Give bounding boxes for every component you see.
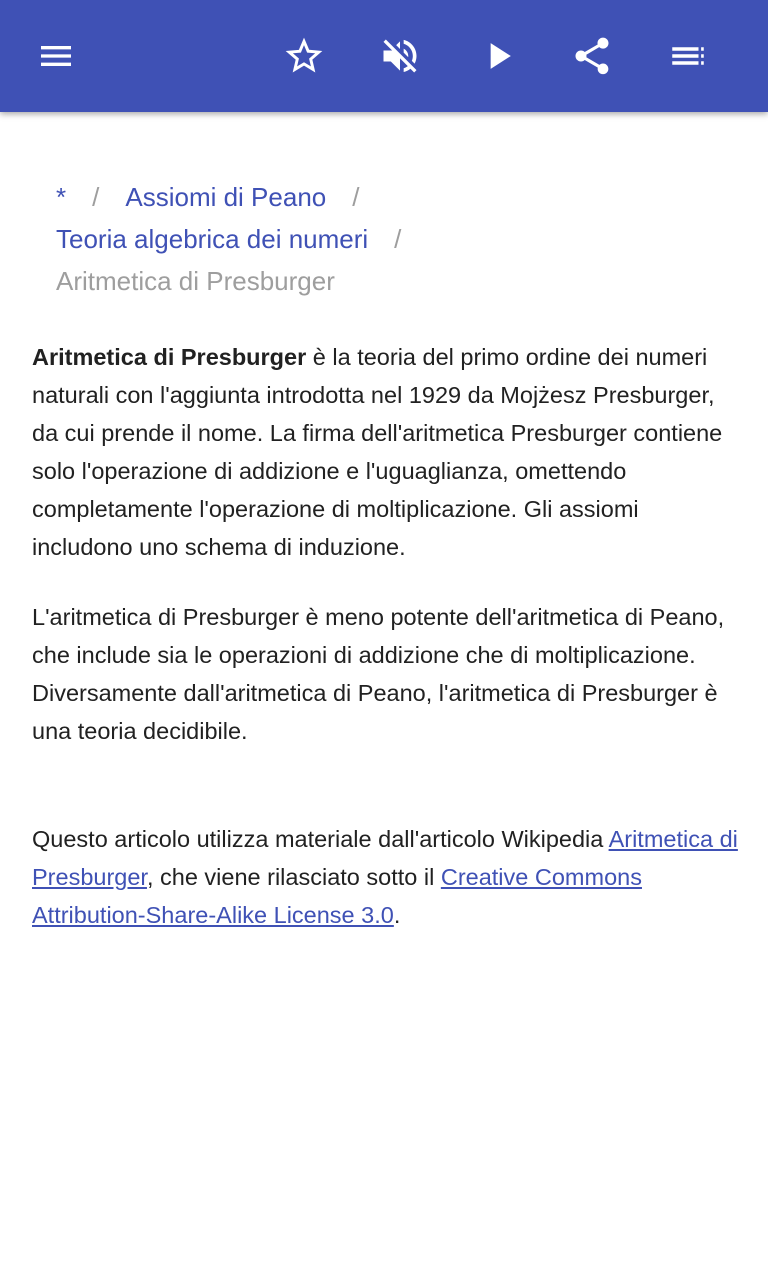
article-paragraph-comparison: L'aritmetica di Presburger è meno potente dell'aritmetica di Peano, che include sia le operazioni di addizione che di moltiplicazione. Diversamente dall'aritmetica di Peano, l'aritmetica di Presburger è una teoria decidibile. bbox=[32, 604, 725, 744]
menu-button[interactable] bbox=[28, 28, 84, 84]
volume-off-icon bbox=[378, 34, 422, 78]
breadcrumb-item-peano[interactable]: Assiomi di Peano bbox=[125, 182, 327, 212]
breadcrumb-item-root[interactable]: * bbox=[56, 182, 67, 212]
attribution-middle: , che viene rilasciato sotto il bbox=[146, 864, 441, 890]
breadcrumb-separator: / bbox=[92, 182, 100, 212]
article-body bbox=[32, 338, 738, 966]
article-paragraph-intro bbox=[32, 338, 738, 566]
play-icon bbox=[476, 34, 520, 78]
menu-icon bbox=[36, 36, 76, 76]
play-button[interactable] bbox=[470, 28, 526, 84]
breadcrumb-separator: / bbox=[394, 224, 402, 254]
wikipedia-article-link[interactable]: Aritmetica di Presburger bbox=[32, 826, 738, 890]
contents-button[interactable] bbox=[660, 28, 716, 84]
mute-button[interactable] bbox=[372, 28, 428, 84]
article-term: Aritmetica di Presburger bbox=[32, 344, 307, 370]
attribution-text bbox=[32, 820, 738, 934]
star-outline-icon bbox=[282, 34, 326, 78]
favorite-button[interactable] bbox=[276, 28, 332, 84]
share-button[interactable] bbox=[564, 28, 620, 84]
attribution-prefix: Questo articolo utilizza materiale dall'articolo Wikipedia bbox=[32, 826, 609, 852]
list-icon bbox=[667, 35, 709, 77]
article-intro-text: è la teoria del primo ordine dei numeri naturali con l'aggiunta introdotta nel 1929 da Mojżesz Presburger, da cui prende il nome. La firma dell'aritmetica Presburger contiene solo l'operazione di addizione e l'uguaglianza, omettendo completamente l'operazione di moltiplicazione. Gli assiomi includono uno schema di induzione. bbox=[32, 344, 723, 560]
breadcrumb-item-algebraic-number-theory[interactable]: Teoria algebrica dei numeri bbox=[56, 224, 369, 254]
breadcrumb-separator: / bbox=[352, 182, 360, 212]
share-icon bbox=[570, 34, 614, 78]
breadcrumb-current: Aritmetica di Presburger bbox=[56, 266, 335, 296]
app-toolbar bbox=[0, 0, 768, 112]
breadcrumb bbox=[56, 176, 716, 302]
attribution-suffix: . bbox=[393, 902, 401, 928]
license-link[interactable]: Creative Commons Attribution-Share-Alike License 3.0 bbox=[32, 864, 642, 928]
